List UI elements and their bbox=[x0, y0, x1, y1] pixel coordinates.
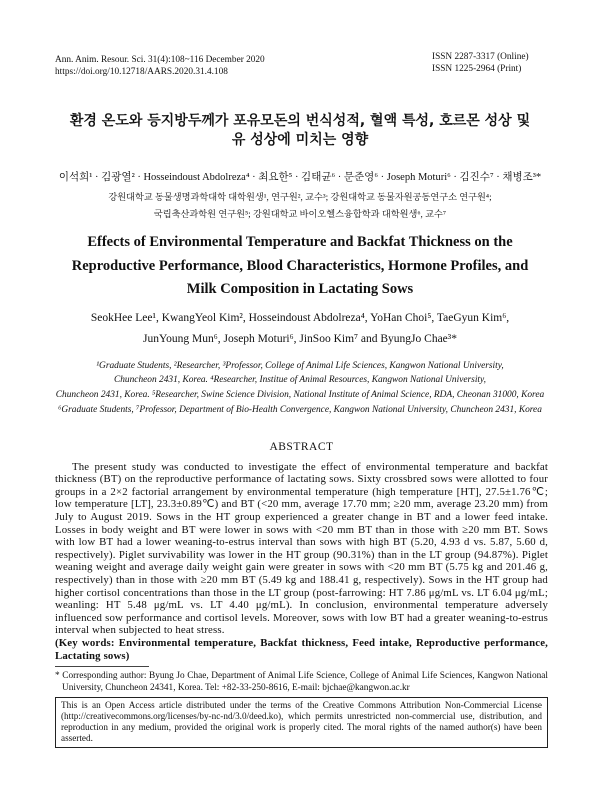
journal-citation: Ann. Anim. Resour. Sci. 31(4):108~116 December 2020 bbox=[55, 54, 265, 65]
english-authors bbox=[10, 308, 590, 350]
issn-block bbox=[432, 51, 529, 76]
abstract-heading: ABSTRACT bbox=[269, 441, 334, 453]
keywords: (Key words: Environmental temperature, Backfat thickness, Feed intake, Reproductive performance, Lactating sows) bbox=[55, 637, 548, 662]
english-affiliations bbox=[0, 359, 600, 418]
issn-online: ISSN 2287-3317 (Online) bbox=[432, 51, 529, 62]
english-title-line: Milk Composition in Lactating Sows bbox=[186, 281, 414, 297]
license-box: This is an Open Access article distributed under the terms of the Creative Commons Attribution Non-Commercial License (http://creativecommons.org/licenses/by-nc-nd/3.0/deed.ko), which permits unrestricted non-commercial use, distribution, and reproduction in any medium, provided the original work is properly cited. The moral rights of the named author(s) have been asserted. bbox=[55, 697, 548, 748]
english-author-line: SeokHee Lee¹, KwangYeol Kim², Hosseindoust Abdolreza⁴, YoHan Choi⁵, TaeGyun Kim⁶, bbox=[90, 311, 510, 324]
korean-title bbox=[20, 112, 580, 150]
corresponding-author-footnote: * Corresponding author: Byung Jo Chae, Department of Animal Life Science, College of Animal Life Sciences, Kangwon National University, Chuncheon 24341, Korea. Tel: +82-33-250-8616, E-mail: bjchae@kangwon.ac.kr bbox=[55, 671, 548, 694]
english-affiliation-line: ⁶Graduate Students, ⁷Professor, Department of Bio-Health Convergence, Kangwon National University, Chuncheon 2431, Korea bbox=[58, 404, 542, 415]
english-title-line: Reproductive Performance, Blood Characteristics, Hormone Profiles, and bbox=[71, 257, 529, 274]
journal-header bbox=[55, 54, 265, 79]
abstract-text: The present study was conducted to investigate the effect of environmental temperature and backfat thickness (BT) on the reproductive performance of lactating sows. Sixty crossbred sows were allotted to four groups in a 2×2 factorial arrangement by environmental temperature (high temperature [HT], 27.5±1.76℃; low temperature [LT], 23.3±0.89℃) and BT (<20 mm, average 17.70 mm; ≥20 mm, average 23.20 mm) from July to August 2019. Sows in the HT group experienced a greater change in BT and a lower feed intake. Losses in body weight and BT were lower in sows with <20 mm BT than in those with ≥20 mm BT. Sows with low BT had a lower weaning-to-estrus interval than sows with high BT (5.20, 4.93 d vs. 5.87, 5.60 d, respectively). Piglet survivability was lower in the HT group (90.31%) than in the LT group (94.87%). Piglet weaning weight and average daily weight gain were greater in sows with <20 mm BT (5.75 kg and 201.46 g, respectively) than in those with ≥20 mm BT (5.49 kg and 188.41 g, respectively). Sows in the HT group had higher cortisol concentrations than those in the LT group (post-farrowing: HT 7.86 μg/mL vs. LT 6.04 μg/mL; weanling: HT 5.48 μg/mL vs. LT 4.40 μg/mL). In conclusion, environmental temperature adversely influenced sow performance and cortisol levels. Moreover, sows with low BT had a greater weaning-to-estrus interval when subjected to heat stress. bbox=[55, 460, 548, 637]
english-title-line: Effects of Environmental Temperature and Backfat Thickness on the bbox=[87, 234, 513, 250]
english-affiliation-line: ¹Graduate Students, ²Researcher, ³Professor, College of Animal Life Sciences, Kangwon National University, bbox=[96, 360, 504, 371]
korean-affiliations bbox=[10, 189, 590, 223]
english-author-line: JunYoung Mun⁶, Joseph Moturi⁶, JinSoo Kim⁷ and ByungJo Chae³* bbox=[143, 332, 457, 345]
english-affiliation-line: Chuncheon 2431, Korea. ⁴Researcher, Institue of Animal Resources, Kangwon National University, bbox=[113, 375, 487, 386]
doi-link[interactable]: https://doi.org/10.12718/AARS.2020.31.4.108 bbox=[55, 67, 228, 77]
korean-title-line: 유 성상에 미치는 영향 bbox=[231, 131, 369, 148]
abstract-section bbox=[55, 440, 548, 748]
english-affiliation-line: Chuncheon 2431, Korea. ⁵Researcher, Swine Science Division, National Institute of Animal Science, RDA, Cheonan 31000, Korea bbox=[55, 390, 545, 401]
korean-title-line: 환경 온도와 등지방두께가 포유모돈의 번식성적, 혈액 특성, 호르몬 성상 및 bbox=[69, 112, 531, 129]
korean-affiliation-line: 강원대학교 동물생명과학대학 대학원생¹, 연구원², 교수³; 강원대학교 동물자원공동연구소 연구원⁴; bbox=[108, 191, 492, 202]
english-title bbox=[10, 231, 590, 302]
korean-affiliation-line: 국립축산과학원 연구원⁵; 강원대학교 바이오헬스융합학과 대학원생⁶, 교수⁷ bbox=[153, 208, 447, 219]
issn-print: ISSN 1225-2964 (Print) bbox=[432, 64, 522, 74]
footnote-divider bbox=[55, 666, 149, 667]
korean-authors: 이석희¹ · 김광열² · Hosseindoust Abdolreza⁴ · 최요한⁵ · 김태균⁶ · 문준영⁶ · Joseph Moturi⁶ · 김진수⁷ · 채병조³* bbox=[58, 172, 542, 183]
